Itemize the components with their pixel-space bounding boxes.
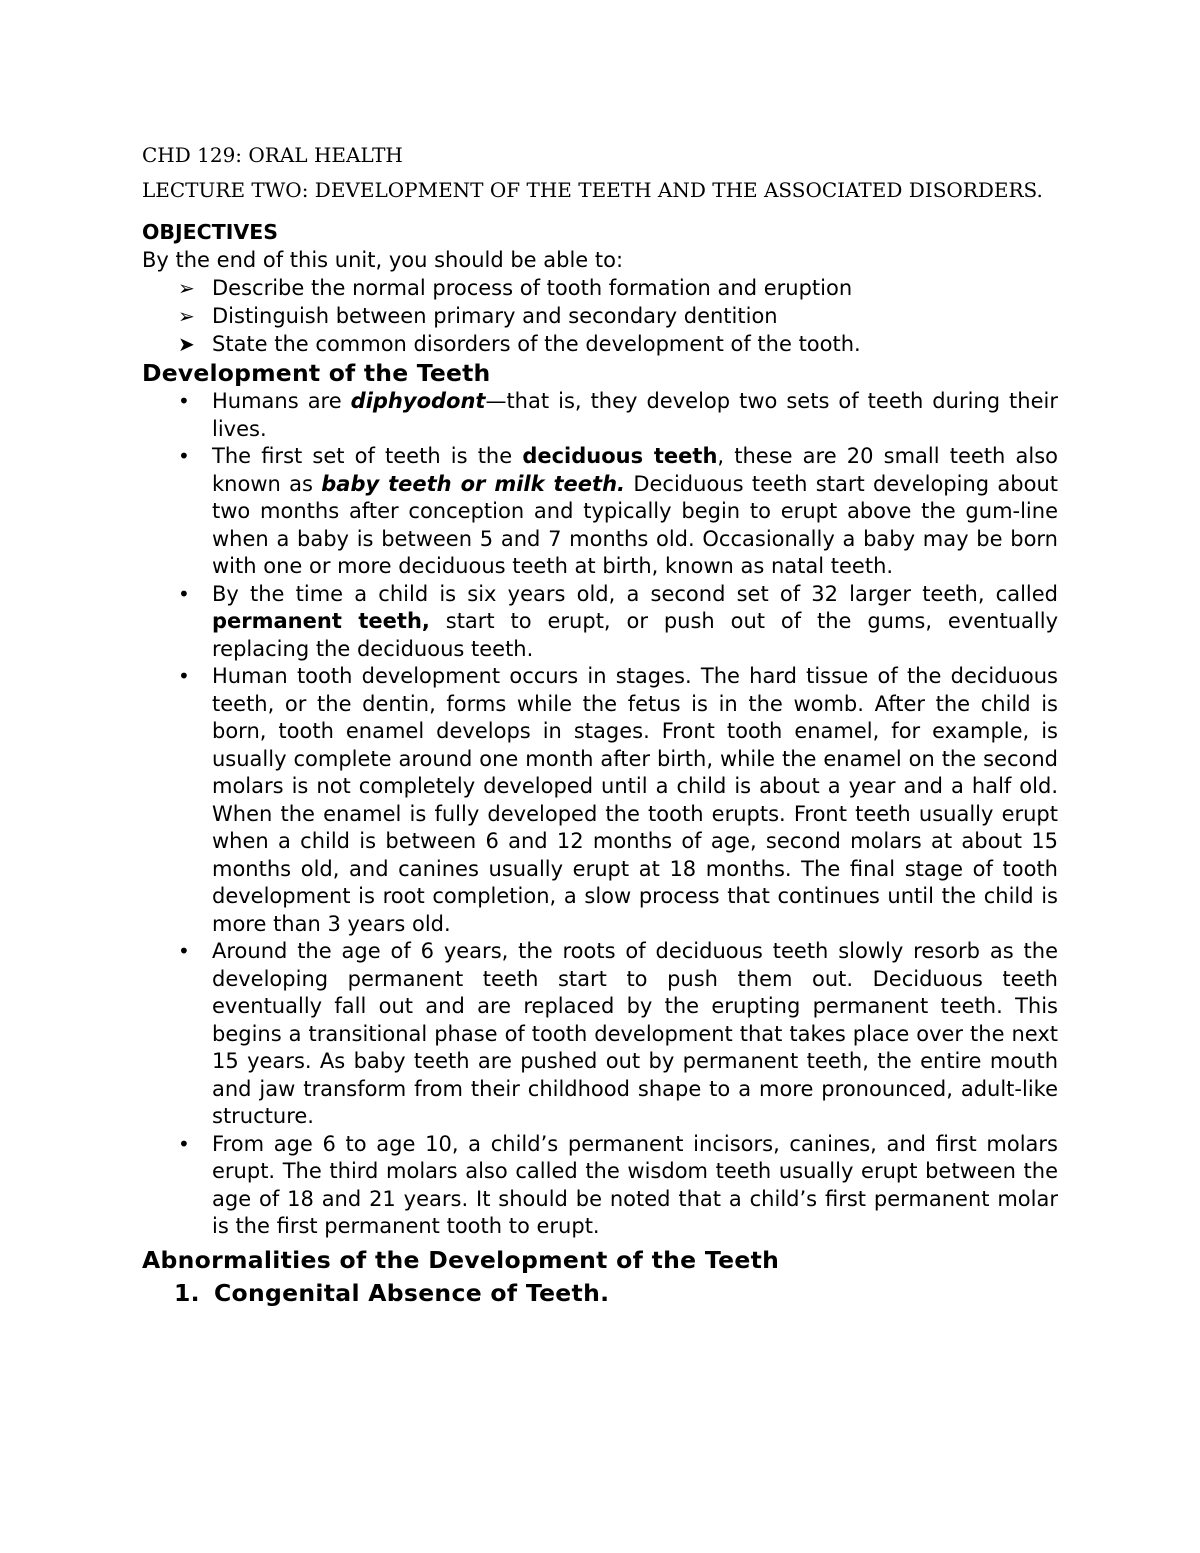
arrow-bullet-icon: ➤: [178, 332, 195, 356]
term-permanent-teeth: permanent teeth,: [212, 609, 430, 633]
lecture-title: LECTURE TWO: DEVELOPMENT OF THE TEETH AND THE ASSOCIATED DISORDERS.: [142, 178, 1043, 202]
objective-item: [178, 302, 1058, 330]
arrow-bullet-icon: ➢: [178, 304, 195, 328]
document-page: [142, 140, 1058, 1310]
term-deciduous-teeth: deciduous teeth: [522, 444, 718, 468]
objectives-list: [142, 274, 1058, 358]
abnormality-item: [142, 1276, 1058, 1310]
bullet-dot-icon: •: [178, 389, 190, 413]
development-list: [142, 388, 1058, 1241]
development-bullet: [178, 388, 1058, 443]
term-baby-teeth: baby teeth or milk teeth.: [321, 471, 626, 496]
item-number: 1.: [174, 1278, 200, 1307]
development-bullet: [178, 663, 1058, 938]
bullet-text-pre: Humans are: [212, 389, 351, 413]
bullet-dot-icon: •: [178, 664, 190, 688]
objectives-intro: By the end of this unit, you should be able to:: [142, 248, 624, 272]
bullet-dot-icon: •: [178, 1131, 190, 1156]
bullet-text-mid: , these are 20 small teeth also known as: [212, 444, 1058, 496]
objective-text: Describe the normal process of tooth formation and eruption: [212, 276, 853, 300]
development-heading: Development of the Teeth: [142, 359, 491, 387]
item-label: Congenital Absence of Teeth.: [214, 1278, 610, 1307]
development-bullet: [178, 938, 1058, 1131]
course-title: CHD 129: ORAL HEALTH: [142, 143, 403, 167]
bullet-text-pre: The first set of teeth is the: [212, 444, 523, 468]
development-bullet: [178, 1131, 1058, 1241]
bullet-text-post: —that is, they develop two sets of teeth during their lives.: [212, 389, 1058, 441]
bullet-dot-icon: •: [178, 581, 190, 606]
objective-text: State the common disorders of the development of the tooth.: [212, 332, 861, 356]
bullet-text: From age 6 to age 10, a child’s permanent incisors, canines, and first molars erupt. The third molars also called the wisdom teeth usually erupt between the age of 18 and 21 years. It should be noted that a child’s first permanent molar is the first permanent tooth to erupt.: [212, 1131, 1058, 1238]
bullet-dot-icon: •: [178, 939, 190, 963]
bullet-dot-icon: •: [178, 444, 190, 468]
abnormalities-heading: Abnormalities of the Development of the Teeth: [142, 1245, 780, 1274]
bullet-text: Human tooth development occurs in stages. The hard tissue of the deciduous teeth, or the dentin, forms while the fetus is in the womb. After the child is born, tooth enamel develops in stages. Front tooth enamel, for example, is usually complete around one month after birth, while the enamel on the second molars is not completely developed until a child is about a year and a half old. When the enamel is fully developed the tooth erupts. Front teeth usually erupt when a child is between 6 and 12 months of age, second molars at about 15 months old, and canines usually erupt at 18 months. The final stage of tooth development is root completion, a slow process that continues until the child is more than 3 years old.: [212, 664, 1058, 936]
term-diphyodont: diphyodont: [350, 389, 486, 413]
development-bullet: [178, 581, 1058, 664]
objective-item: [178, 274, 1058, 302]
development-bullet: [178, 443, 1058, 581]
bullet-text: Around the age of 6 years, the roots of deciduous teeth slowly resorb as the developing permanent teeth start to push them out. Deciduous teeth eventually fall out and are replaced by the erupting permanent teeth. This begins a transitional phase of tooth development that takes place over the next 15 years. As baby teeth are pushed out by permanent teeth, the entire mouth and jaw transform from their childhood shape to a more pronounced, adult-like structure.: [212, 939, 1058, 1128]
objectives-heading: OBJECTIVES: [142, 220, 278, 244]
objective-item: [178, 330, 1058, 358]
objective-text: Distinguish between primary and secondary dentition: [212, 304, 778, 328]
arrow-bullet-icon: ➢: [178, 276, 195, 300]
bullet-text-post: Deciduous teeth start developing about two months after conception and typically begin to erupt above the gum-line when a baby is between 5 and 7 months old. Occasionally a baby may be born with one or more deciduous teeth at birth, known as natal teeth.: [212, 471, 1059, 578]
bullet-text-pre: By the time a child is six years old, a second set of 32 larger teeth, called: [212, 581, 1058, 606]
bullet-text-post: start to erupt, or push out of the gums, eventually replacing the deciduous teeth.: [212, 609, 1058, 661]
